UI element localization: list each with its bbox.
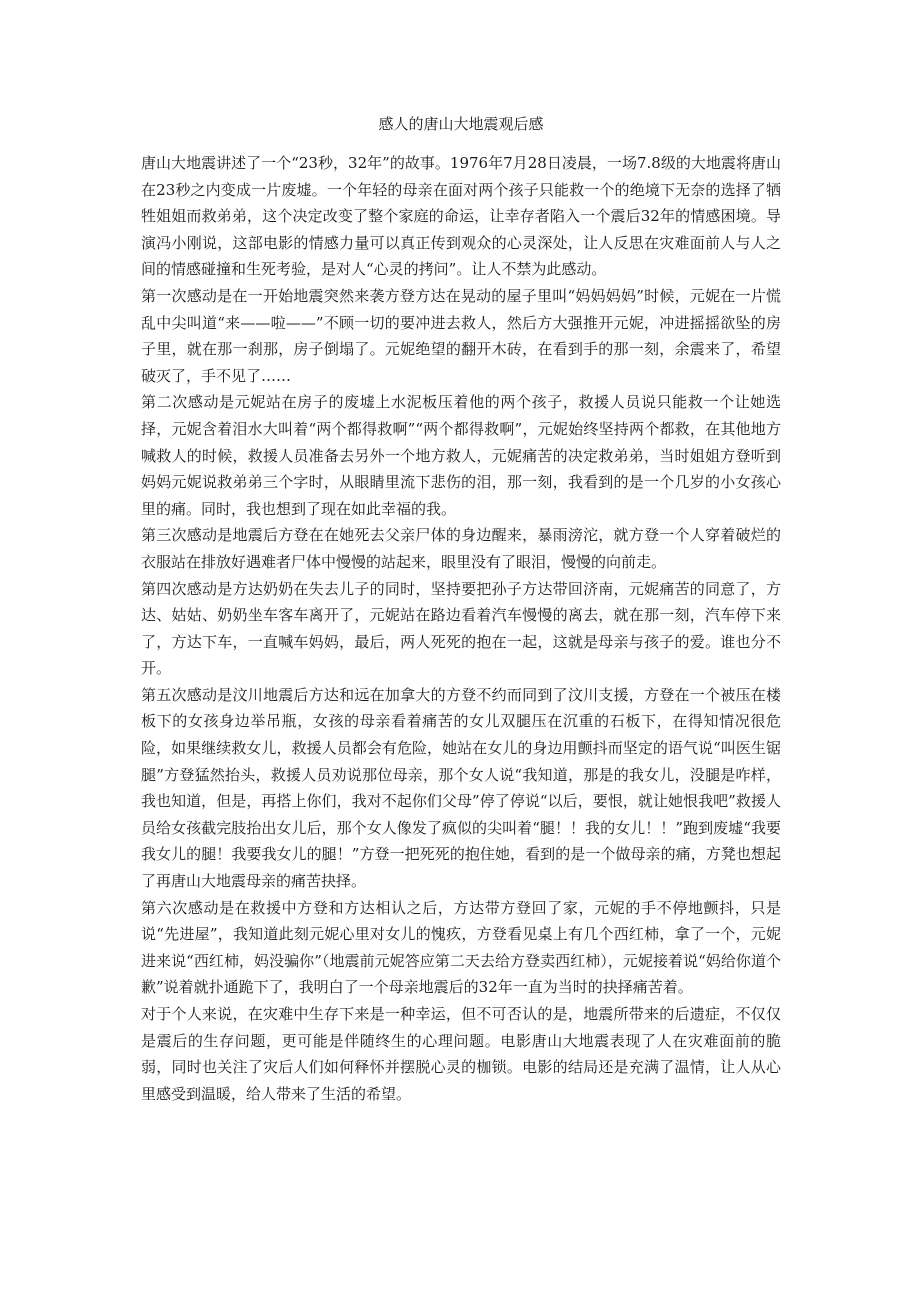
paragraph-intro: 唐山大地震讲述了一个“23秒，32年”的故事。1976年7月28日凌晨，一场7.8级的大地震将唐山在23秒之内变成一片废墟。一个年轻的母亲在面对两个孩子只能救一个的绝境下无奈的选择了牺牲姐姐而救弟弟，这个决定改变了整个家庭的命运，让幸存者陷入一个震后32年的情感困境。导演冯小刚说，这部电影的情感力量可以真正传到观众的心灵深处，让人反思在灾难面前人与人之间的情感碰撞和生死考验，是对人“心灵的拷问”。让人不禁为此感动。 xyxy=(141,154,781,279)
paragraph-fifth-moment: 第五次感动是汶川地震后方达和远在加拿大的方登不约而同到了汶川支援，方登在一个被压在楼板下的女孩身边举吊瓶，女孩的母亲看着痛苦的女儿双腿压在沉重的石板下，在得知情况很危险，如果继续救女儿，救援人员都会有危险，她站在女儿的身边用颤抖而坚定的语气说“叫医生锯腿”方登猛然抬头，救援人员劝说那位母亲，那个女人说“我知道，那是的我女儿，没腿是咋样，我也知道，但是，再搭上你们，我对不起你们父母”停了停说“以后，要恨，就让她恨我吧”救援人员给女孩截完肢抬出女儿后，那个女人像发了疯似的尖叫着“腿！！我的女儿！！”跑到废墟“我要我女儿的腿！我要我女儿的腿！”方登一把死死的抱住她，看到的是一个做母亲的痛，方凳也想起了再唐山大地震母亲的痛苦抉择。 xyxy=(141,685,781,891)
paragraph-conclusion: 对于个人来说，在灾难中生存下来是一种幸运，但不可否认的是，地震所带来的后遗症，不仅仅是震后的生存问题，更可能是伴随终生的心理问题。电影唐山大地震表现了人在灾难面前的脆弱，同时也关注了灾后人们如何释怀并摆脱心灵的枷锁。电影的结局还是充满了温情，让人从心里感受到温暖，给人带来了生活的希望。 xyxy=(141,1005,781,1103)
document-title: 感人的唐山大地震观后感 xyxy=(378,115,544,133)
paragraph-third-moment: 第三次感动是地震后方登在在她死去父亲尸体的身边醒来，暴雨滂沱，就方登一个人穿着破烂的衣服站在排放好遇难者尸体中慢慢的站起来，眼里没有了眼泪，慢慢的向前走。 xyxy=(141,526,781,571)
paragraph-second-moment: 第二次感动是元妮站在房子的废墟上水泥板压着他的两个孩子，救援人员说只能救一个让她选择，元妮含着泪水大叫着“两个都得救啊”“两个都得救啊”，元妮始终坚持两个都救，在其他地方喊救人的时候，救援人员准备去另外一个地方救人，元妮痛苦的决定救弟弟，当时姐姐方登听到妈妈元妮说救弟弟三个字时，从眼睛里流下悲伤的泪，那一刻，我看到的是一个几岁的小女孩心里的痛。同时，我也想到了现在如此幸福的我。 xyxy=(141,393,781,518)
document-page xyxy=(141,112,781,1107)
paragraph-first-moment: 第一次感动是在一开始地震突然来袭方登方达在晃动的屋子里叫“妈妈妈妈”时候，元妮在一片慌乱中尖叫道“来——啦——”不顾一切的要冲进去救人，然后方大强推开元妮，冲进摇摇欲坠的房子里，就在那一刹那，房子倒塌了。元妮绝望的翻开木砖，在看到手的那一刻，余震来了，希望破灭了，手不见了…… xyxy=(141,286,781,385)
paragraph-fourth-moment: 第四次感动是方达奶奶在失去儿子的同时，坚持要把孙子方达带回济南，元妮痛苦的同意了，方达、姑姑、奶奶坐车客车离开了，元妮站在路边看着汽车慢慢的离去，就在那一刻，汽车停下来了，方达下车，一直喊车妈妈，最后，两人死死的抱在一起，这就是母亲与孩子的爱。谁也分不开。 xyxy=(141,579,781,678)
paragraph-sixth-moment: 第六次感动是在救援中方登和方达相认之后，方达带方登回了家，元妮的手不停地颤抖，只是说“先进屋”，我知道此刻元妮心里对女儿的愧疚，方登看见桌上有几个西红柿，拿了一个，元妮进来说“西红柿，妈没骗你”（地震前元妮答应第二天去给方登卖西红柿），元妮接着说“妈给你道个歉”说着就扑通跪下了，我明白了一个母亲地震后的32年一直为当时的抉择痛苦着。 xyxy=(141,898,781,997)
